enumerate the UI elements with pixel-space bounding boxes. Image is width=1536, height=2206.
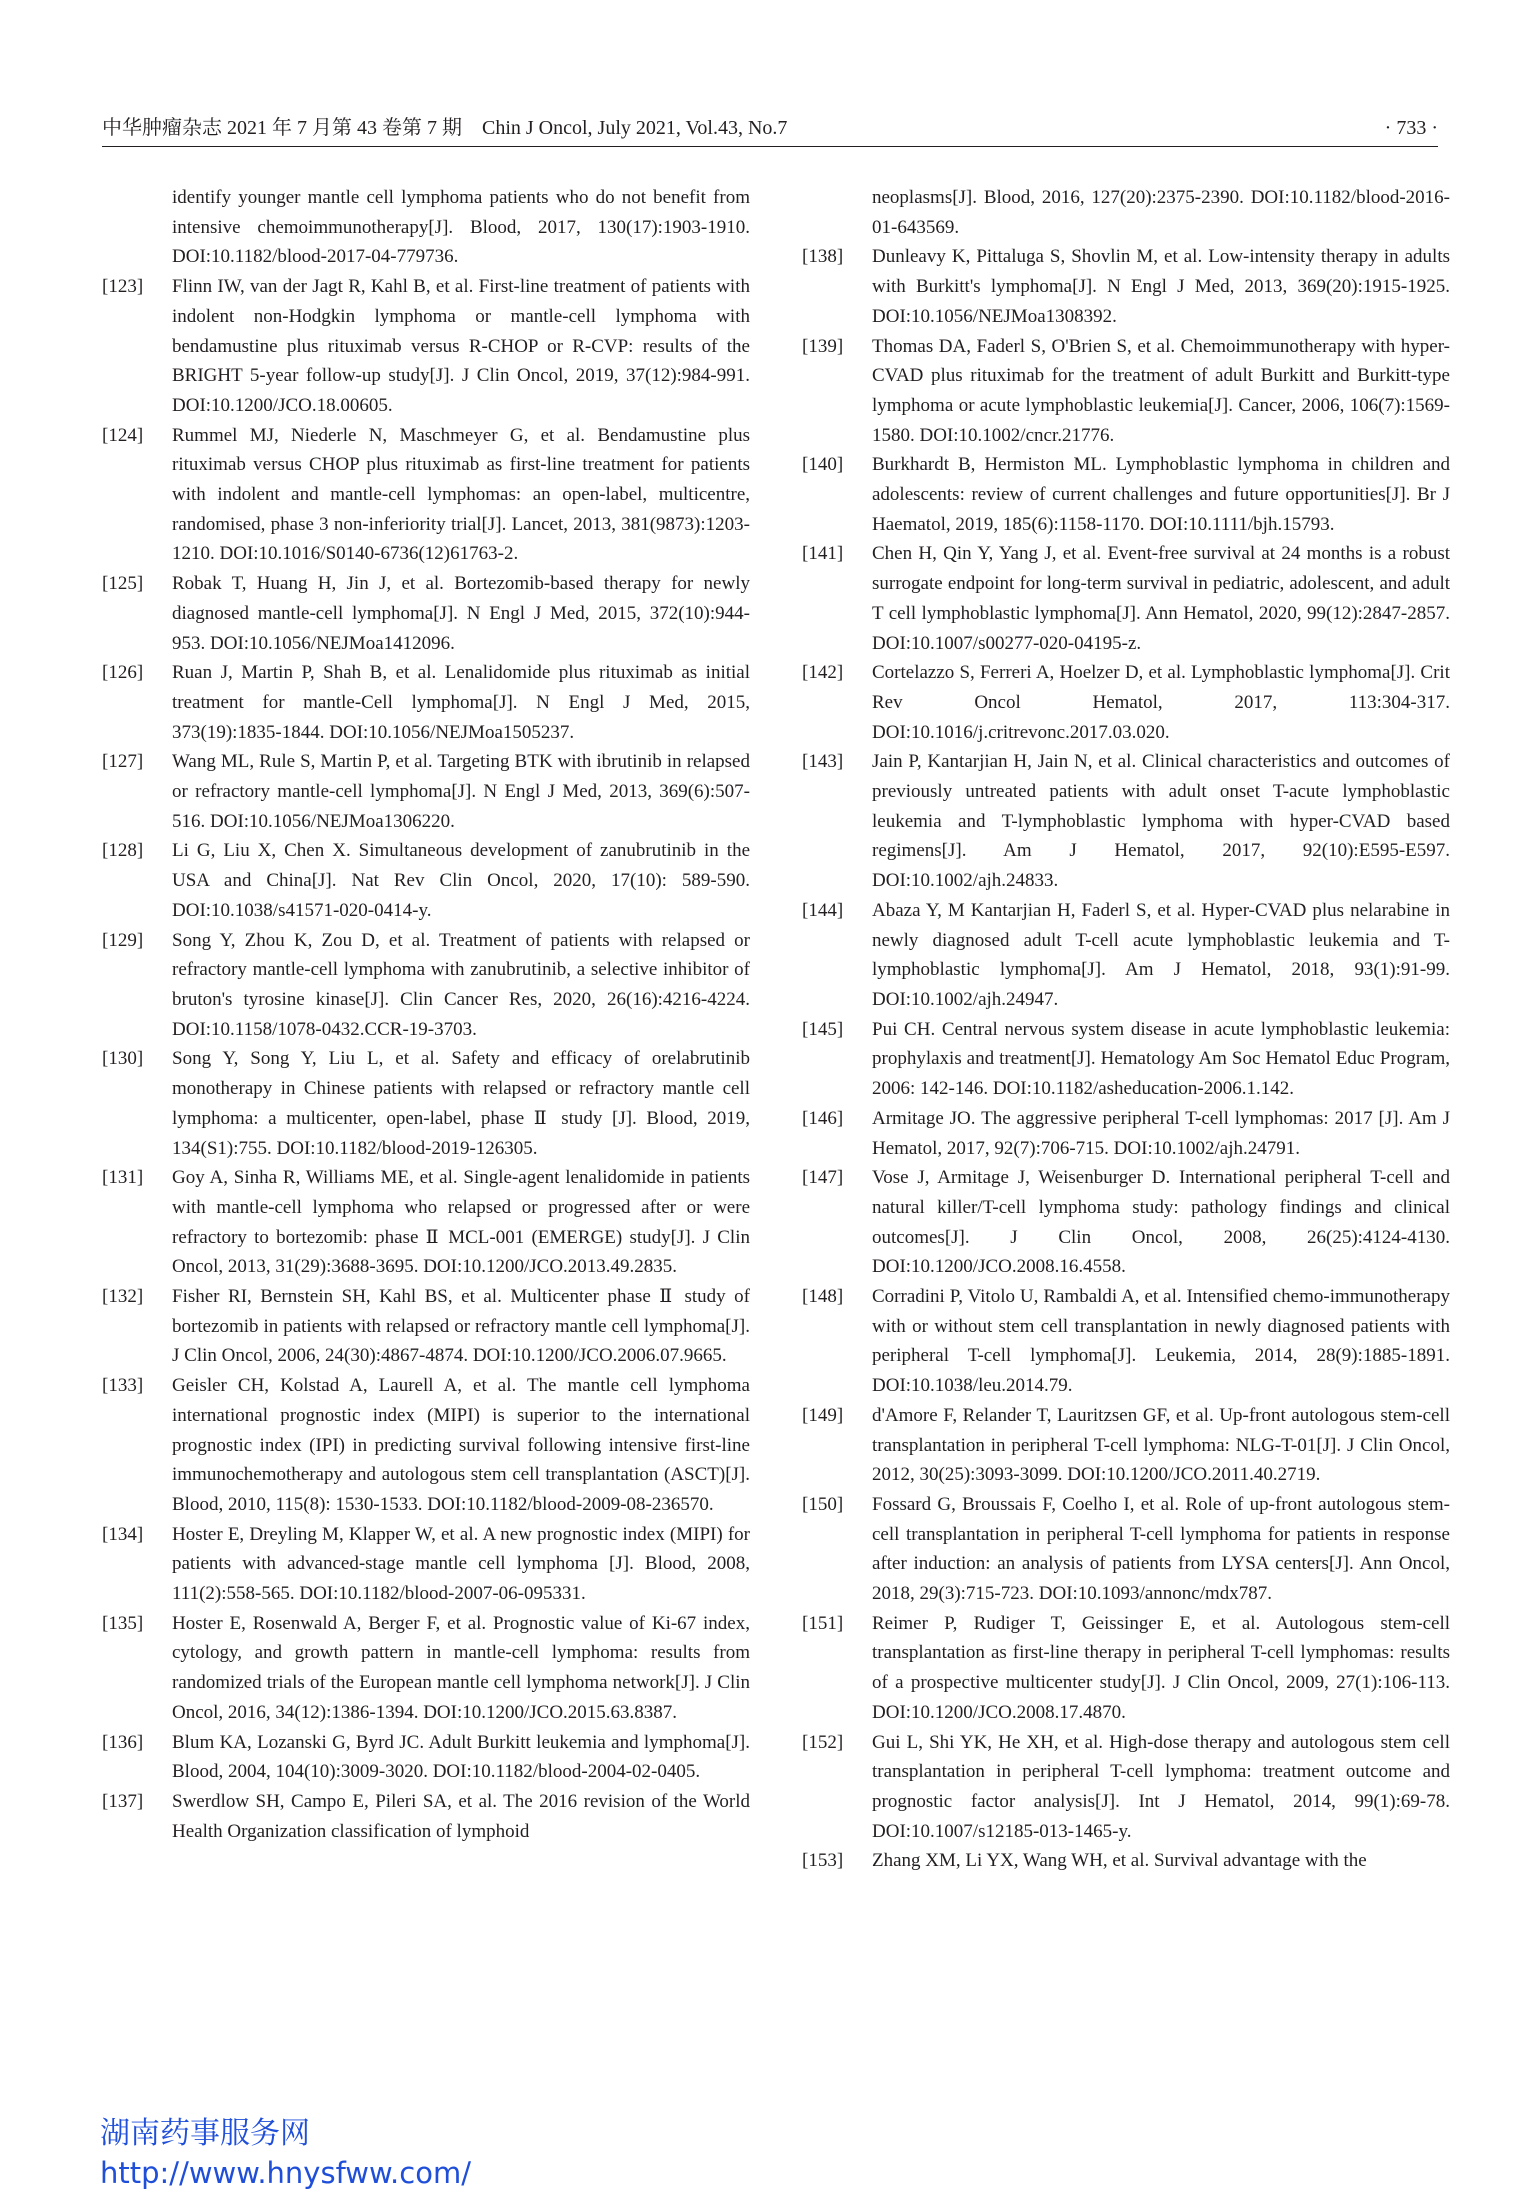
- reference-text: Dunleavy K, Pittaluga S, Shovlin M, et al. Low-intensity therapy in adults with Burkitt's lymphoma[J]. N Engl J Med, 2013, 369(20):1915-1925. DOI:10.1056/NEJMoa1308392.: [872, 246, 1450, 327]
- reference-entry: [102, 1282, 750, 1371]
- reference-entry: [802, 1104, 1450, 1163]
- reference-text: Fisher RI, Bernstein SH, Kahl BS, et al. Multicenter phase Ⅱ study of bortezomib in patients with relapsed or refractory mantle cell lymphoma[J]. J Clin Oncol, 2006, 24(30):4867-4874. DOI:10.1200/JCO.2006.07.9665.: [172, 1286, 750, 1367]
- reference-entry: [102, 1371, 750, 1520]
- reference-entry: [102, 836, 750, 925]
- reference-number: [145]: [802, 1018, 844, 1040]
- reference-number: [135]: [102, 1612, 144, 1634]
- reference-entry: [102, 272, 750, 421]
- reference-text: Fossard G, Broussais F, Coelho I, et al. Role of up-front autologous stem-cell transplantation in peripheral T-cell lymphoma for patients in response after induction: an analysis of patients from LYSA centers[J]. Ann Oncol, 2018, 29(3):715-723. DOI:10.1093/annonc/mdx787.: [872, 1493, 1450, 1605]
- reference-entry: [802, 1163, 1450, 1282]
- reference-text: Rummel MJ, Niederle N, Maschmeyer G, et al. Bendamustine plus rituximab versus CHOP plus rituximab as first-line treatment for patients with indolent and mantle-cell lymphomas: an open-label, multicentre, randomised, phase 3 non-inferiority trial[J]. Lancet, 2013, 381(9873):1203-1210. DOI:10.1016/S0140-6736(12)61763-2.: [172, 424, 750, 565]
- reference-entry: [102, 926, 750, 1045]
- reference-number: [124]: [102, 424, 144, 446]
- reference-number: [136]: [102, 1731, 144, 1753]
- reference-entry: [802, 1401, 1450, 1490]
- reference-list-left: [102, 272, 750, 1846]
- reference-number: [147]: [802, 1167, 844, 1189]
- reference-number: [137]: [102, 1790, 144, 1812]
- reference-number: [153]: [802, 1850, 844, 1872]
- reference-text: Hoster E, Rosenwald A, Berger F, et al. Prognostic value of Ki-67 index, cytology, and growth pattern in mantle-cell lymphoma: results from randomized trials of the European mantle cell lymphoma network[J]. J Clin Oncol, 2016, 34(12):1386-1394. DOI:10.1200/JCO.2015.63.8387.: [172, 1612, 750, 1723]
- journal-citation-header: 中华肿瘤杂志 2021 年 7 月第 43 卷第 7 期 Chin J Oncol, July 2021, Vol.43, No.7: [102, 117, 788, 139]
- reference-text: Armitage JO. The aggressive peripheral T-cell lymphomas: 2017 [J]. Am J Hematol, 2017, 92(7):706-715. DOI:10.1002/ajh.24791.: [872, 1107, 1450, 1159]
- reference-number: [134]: [102, 1523, 144, 1545]
- reference-text: Chen H, Qin Y, Yang J, et al. Event-free survival at 24 months is a robust surrogate endpoint for long-term survival in pediatric, adolescent, and adult T cell lymphoblastic lymphoma[J]. Ann Hematol, 2020, 99(12):2847-2857. DOI:10.1007/s00277-020-04195-z.: [872, 543, 1450, 654]
- reference-entry: [102, 1044, 750, 1163]
- reference-text: Ruan J, Martin P, Shah B, et al. Lenalidomide plus rituximab as initial treatment for mantle-Cell lymphoma[J]. N Engl J Med, 2015, 373(19):1835-1844. DOI:10.1056/NEJMoa1505237.: [172, 662, 750, 743]
- reference-text: Swerdlow SH, Campo E, Pileri SA, et al. The 2016 revision of the World Health Organization classification of lymphoid: [172, 1790, 750, 1842]
- reference-text: Reimer P, Rudiger T, Geissinger E, et al. Autologous stem-cell transplantation as first-line therapy in peripheral T-cell lymphomas: results of a prospective multicenter study[J]. J Clin Oncol, 2009, 27(1):106-113. DOI:10.1200/JCO.2008.17.4870.: [872, 1612, 1450, 1723]
- reference-number: [151]: [802, 1612, 844, 1634]
- reference-text: Flinn IW, van der Jagt R, Kahl B, et al. First-line treatment of patients with indolent non-Hodgkin lymphoma or mantle-cell lymphoma with bendamustine plus rituximab versus R-CHOP or R-CVP: results of the BRIGHT 5-year follow-up study[J]. J Clin Oncol, 2019, 37(12):984-991. DOI:10.1200/JCO.18.00605.: [172, 276, 750, 416]
- reference-entry: [102, 658, 750, 747]
- reference-number: [141]: [802, 543, 844, 565]
- reference-text: Gui L, Shi YK, He XH, et al. High-dose therapy and autologous stem cell transplantation in peripheral T-cell lymphoma: treatment outcome and prognostic factor analysis[J]. Int J Hematol, 2014, 99(1):69-78. DOI:10.1007/s12185-013-1465-y.: [872, 1731, 1450, 1842]
- reference-continuation: identify younger mantle cell lymphoma patients who do not benefit from intensive chemoimmunotherapy[J]. Blood, 2017, 130(17):1903-1910. DOI:10.1182/blood-2017-04-779736.: [172, 187, 750, 268]
- watermark-url[interactable]: http://www.hnysfww.com/: [100, 2156, 471, 2190]
- reference-entry: [102, 1163, 750, 1282]
- reference-entry: [802, 1015, 1450, 1104]
- running-header: [102, 108, 1438, 148]
- watermark-site-name: 湖南药事服务网: [100, 2116, 310, 2151]
- reference-number: [131]: [102, 1167, 144, 1189]
- reference-text: Abaza Y, M Kantarjian H, Faderl S, et al. Hyper-CVAD plus nelarabine in newly diagnosed adult T-cell acute lymphoblastic leukemia and T-lymphoblastic lymphoma[J]. Am J Hematol, 2018, 93(1):91-99. DOI:10.1002/ajh.24947.: [872, 899, 1450, 1010]
- reference-text: Robak T, Huang H, Jin J, et al. Bortezomib-based therapy for newly diagnosed mantle-cell lymphoma[J]. N Engl J Med, 2015, 372(10):944-953. DOI:10.1056/NEJMoa1412096.: [172, 573, 750, 654]
- left-column: [102, 183, 750, 1846]
- reference-entry: [802, 450, 1450, 539]
- reference-text: Goy A, Sinha R, Williams ME, et al. Single-agent lenalidomide in patients with mantle-cell lymphoma who relapsed or progressed after or were refractory to bortezomib: phase Ⅱ MCL-001 (EMERGE) study[J]. J Clin Oncol, 2013, 31(29):3688-3695. DOI:10.1200/JCO.2013.49.2835.: [172, 1167, 750, 1278]
- reference-number: [130]: [102, 1048, 144, 1070]
- reference-entry: [802, 1282, 1450, 1401]
- watermark: [100, 2114, 471, 2192]
- reference-text: Song Y, Zhou K, Zou D, et al. Treatment of patients with relapsed or refractory mantle-cell lymphoma with zanubrutinib, a selective inhibitor of bruton's tyrosine kinase[J]. Clin Cancer Res, 2020, 26(16):4216-4224. DOI:10.1158/1078-0432.CCR-19-3703.: [172, 929, 750, 1040]
- reference-entry: [802, 747, 1450, 896]
- reference-number: [139]: [802, 335, 844, 357]
- reference-number: [148]: [802, 1286, 844, 1308]
- reference-text: Li G, Liu X, Chen X. Simultaneous development of zanubrutinib in the USA and China[J]. Nat Rev Clin Oncol, 2020, 17(10): 589-590. DOI:10.1038/s41571-020-0414-y.: [172, 840, 750, 921]
- reference-entry: [102, 1609, 750, 1728]
- reference-number: [133]: [102, 1375, 144, 1397]
- reference-number: [132]: [102, 1286, 144, 1308]
- reference-list-right: [802, 242, 1450, 1876]
- reference-entry: [102, 1728, 750, 1787]
- reference-number: [128]: [102, 840, 144, 862]
- reference-entry: [802, 896, 1450, 1015]
- reference-text: Vose J, Armitage J, Weisenburger D. International peripheral T-cell and natural killer/T-cell lymphoma study: pathology findings and clinical outcomes[J]. J Clin Oncol, 2008, 26(25):4124-4130. DOI:10.1200/JCO.2008.16.4558.: [872, 1167, 1450, 1278]
- reference-number: [142]: [802, 662, 844, 684]
- reference-number: [152]: [802, 1731, 844, 1753]
- reference-text: Hoster E, Dreyling M, Klapper W, et al. A new prognostic index (MIPI) for patients with advanced-stage mantle cell lymphoma [J]. Blood, 2008, 111(2):558-565. DOI:10.1182/blood-2007-06-095331.: [172, 1523, 750, 1605]
- reference-number: [143]: [802, 751, 844, 773]
- reference-text: Wang ML, Rule S, Martin P, et al. Targeting BTK with ibrutinib in relapsed or refractory mantle-cell lymphoma[J]. N Engl J Med, 2013, 369(6):507-516. DOI:10.1056/NEJMoa1306220.: [172, 751, 750, 832]
- reference-entry: [102, 1787, 750, 1846]
- reference-text: Blum KA, Lozanski G, Byrd JC. Adult Burkitt leukemia and lymphoma[J]. Blood, 2004, 104(10):3009-3020. DOI:10.1182/blood-2004-02-0405.: [172, 1731, 750, 1783]
- reference-text: Geisler CH, Kolstad A, Laurell A, et al. The mantle cell lymphoma international prognostic index (MIPI) is superior to the international prognostic index (IPI) in predicting survival following intensive first-line immunochemotherapy and autologous stem cell transplantation (ASCT)[J]. Blood, 2010, 115(8): 1530-1533. DOI:10.1182/blood-2009-08-236570.: [172, 1375, 750, 1515]
- reference-number: [149]: [802, 1404, 844, 1426]
- reference-text: Cortelazzo S, Ferreri A, Hoelzer D, et al. Lymphoblastic lymphoma[J]. Crit Rev Oncol Hematol, 2017, 113:304-317. DOI:10.1016/j.critrevonc.2017.03.020.: [872, 662, 1450, 743]
- reference-number: [138]: [802, 246, 844, 268]
- reference-entry: [802, 539, 1450, 658]
- reference-entry: [802, 658, 1450, 747]
- reference-continuation: neoplasms[J]. Blood, 2016, 127(20):2375-2390. DOI:10.1182/blood-2016-01-643569.: [872, 187, 1450, 238]
- reference-number: [150]: [802, 1493, 844, 1515]
- reference-entry: [102, 569, 750, 658]
- reference-entry: [802, 242, 1450, 331]
- header-rule: [102, 146, 1438, 147]
- reference-entry: [802, 1728, 1450, 1847]
- reference-number: [126]: [102, 662, 144, 684]
- reference-number: [144]: [802, 899, 844, 921]
- reference-text: Jain P, Kantarjian H, Jain N, et al. Clinical characteristics and outcomes of previously untreated patients with adult onset T-acute lymphoblastic leukemia and T-lymphoblastic lymphoma with hyper-CVAD based regimens[J]. Am J Hematol, 2017, 92(10):E595-E597. DOI:10.1002/ajh.24833.: [872, 751, 1450, 892]
- reference-text: d'Amore F, Relander T, Lauritzsen GF, et al. Up-front autologous stem-cell transplantation in peripheral T-cell lymphoma: NLG-T-01[J]. J Clin Oncol, 2012, 30(25):3093-3099. DOI:10.1200/JCO.2011.40.2719.: [872, 1404, 1450, 1486]
- page-number: · 733 ·: [1384, 117, 1438, 139]
- reference-text: Thomas DA, Faderl S, O'Brien S, et al. Chemoimmunotherapy with hyper-CVAD plus rituximab for the treatment of adult Burkitt and Burkitt-type lymphoma or acute lymphoblastic leukemia[J]. Cancer, 2006, 106(7):1569-1580. DOI:10.1002/cncr.21776.: [872, 335, 1450, 446]
- reference-entry: [802, 1609, 1450, 1728]
- reference-text: Zhang XM, Li YX, Wang WH, et al. Survival advantage with the: [872, 1850, 1367, 1872]
- reference-number: [146]: [802, 1107, 844, 1129]
- reference-number: [129]: [102, 929, 144, 951]
- reference-number: [140]: [802, 454, 844, 476]
- right-column: [802, 183, 1450, 1876]
- reference-text: Corradini P, Vitolo U, Rambaldi A, et al. Intensified chemo-immunotherapy with or without stem cell transplantation in newly diagnosed patients with peripheral T-cell lymphoma[J]. Leukemia, 2014, 28(9):1885-1891. DOI:10.1038/leu.2014.79.: [872, 1286, 1450, 1397]
- reference-entry: [102, 1520, 750, 1609]
- reference-number: [125]: [102, 573, 144, 595]
- reference-entry: [102, 747, 750, 836]
- reference-number: [127]: [102, 751, 144, 773]
- reference-entry: [802, 332, 1450, 451]
- reference-entry: [802, 1846, 1450, 1876]
- reference-number: [123]: [102, 276, 144, 298]
- reference-text: Pui CH. Central nervous system disease in acute lymphoblastic leukemia: prophylaxis and treatment[J]. Hematology Am Soc Hematol Educ Program, 2006: 142-146. DOI:10.1182/asheducation-2006.1.142.: [872, 1018, 1450, 1100]
- reference-entry: [802, 1490, 1450, 1609]
- reference-text: Burkhardt B, Hermiston ML. Lymphoblastic lymphoma in children and adolescents: review of current challenges and future opportunities[J]. Br J Haematol, 2019, 185(6):1158-1170. DOI:10.1111/bjh.15793.: [872, 454, 1450, 535]
- reference-text: Song Y, Song Y, Liu L, et al. Safety and efficacy of orelabrutinib monotherapy in Chinese patients with relapsed or refractory mantle cell lymphoma: a multicenter, open-label, phase Ⅱ study [J]. Blood, 2019, 134(S1):755. DOI:10.1182/blood-2019-126305.: [172, 1048, 750, 1159]
- reference-entry: [102, 421, 750, 570]
